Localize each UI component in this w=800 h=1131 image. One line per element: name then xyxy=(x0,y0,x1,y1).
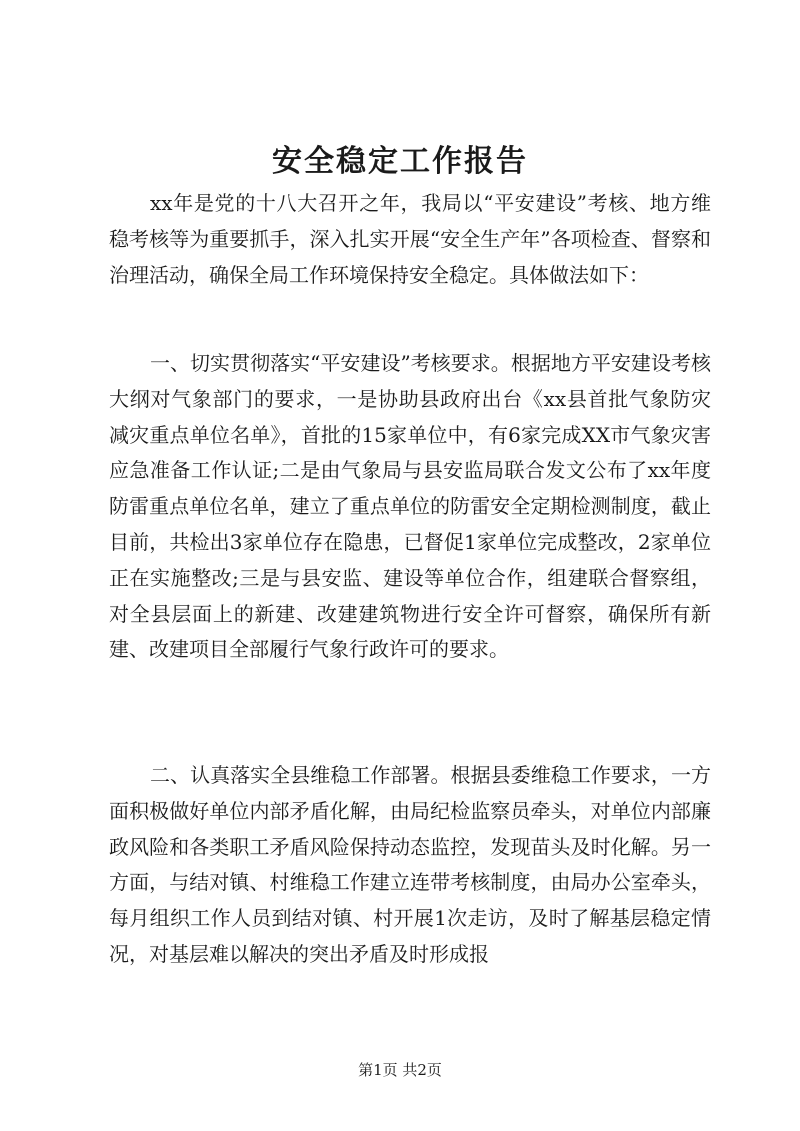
paragraph-section-1: 一、切实贯彻落实“平安建设”考核要求。根据地方平安建设考核大纲对气象部门的要求，一是协助县政府出台《xx县首批气象防灾减灾重点单位名单》，首批的15家单位中，有6家完成XX市气象灾害应急准备工作认证;二是由气象局与县安监局联合发文公布了xx年度防雷重点单位名单，建立了重点单位的防雷安全定期检测制度，截止目前，共检出3家单位存在隐患，已督促1家单位完成整改，2家单位正在实施整改;三是与县安监、建设等单位合作，组建联合督察组，对全县层面上的新建、改建建筑物进行安全许可督察，确保所有新建、改建项目全部履行气象行政许可的要求。 xyxy=(109,351,711,662)
paragraph-section-2: 二、认真落实全县维稳工作部署。根据县委维稳工作要求，一方面积极做好单位内部矛盾化解，由局纪检监察员牵头，对单位内部廉政风险和各类职工矛盾风险保持动态监控，发现苗头及时化解。另一方面，与结对镇、村维稳工作建立连带考核制度，由局办公室牵头，每月组织工作人员到结对镇、村开展1次走访，及时了解基层稳定情况，对基层难以解决的突出矛盾及时形成报 xyxy=(109,763,711,966)
paragraph-intro: xx年是党的十八大召开之年，我局以“平安建设”考核、地方维稳考核等为重要抓手，深入扎实开展“安全生产年”各项检查、督察和治理活动，确保全局工作环境保持安全稳定。具体做法如下： xyxy=(109,191,711,287)
page-footer: 第1页 共2页 xyxy=(358,1061,442,1079)
document-title: 安全稳定工作报告 xyxy=(272,144,528,179)
